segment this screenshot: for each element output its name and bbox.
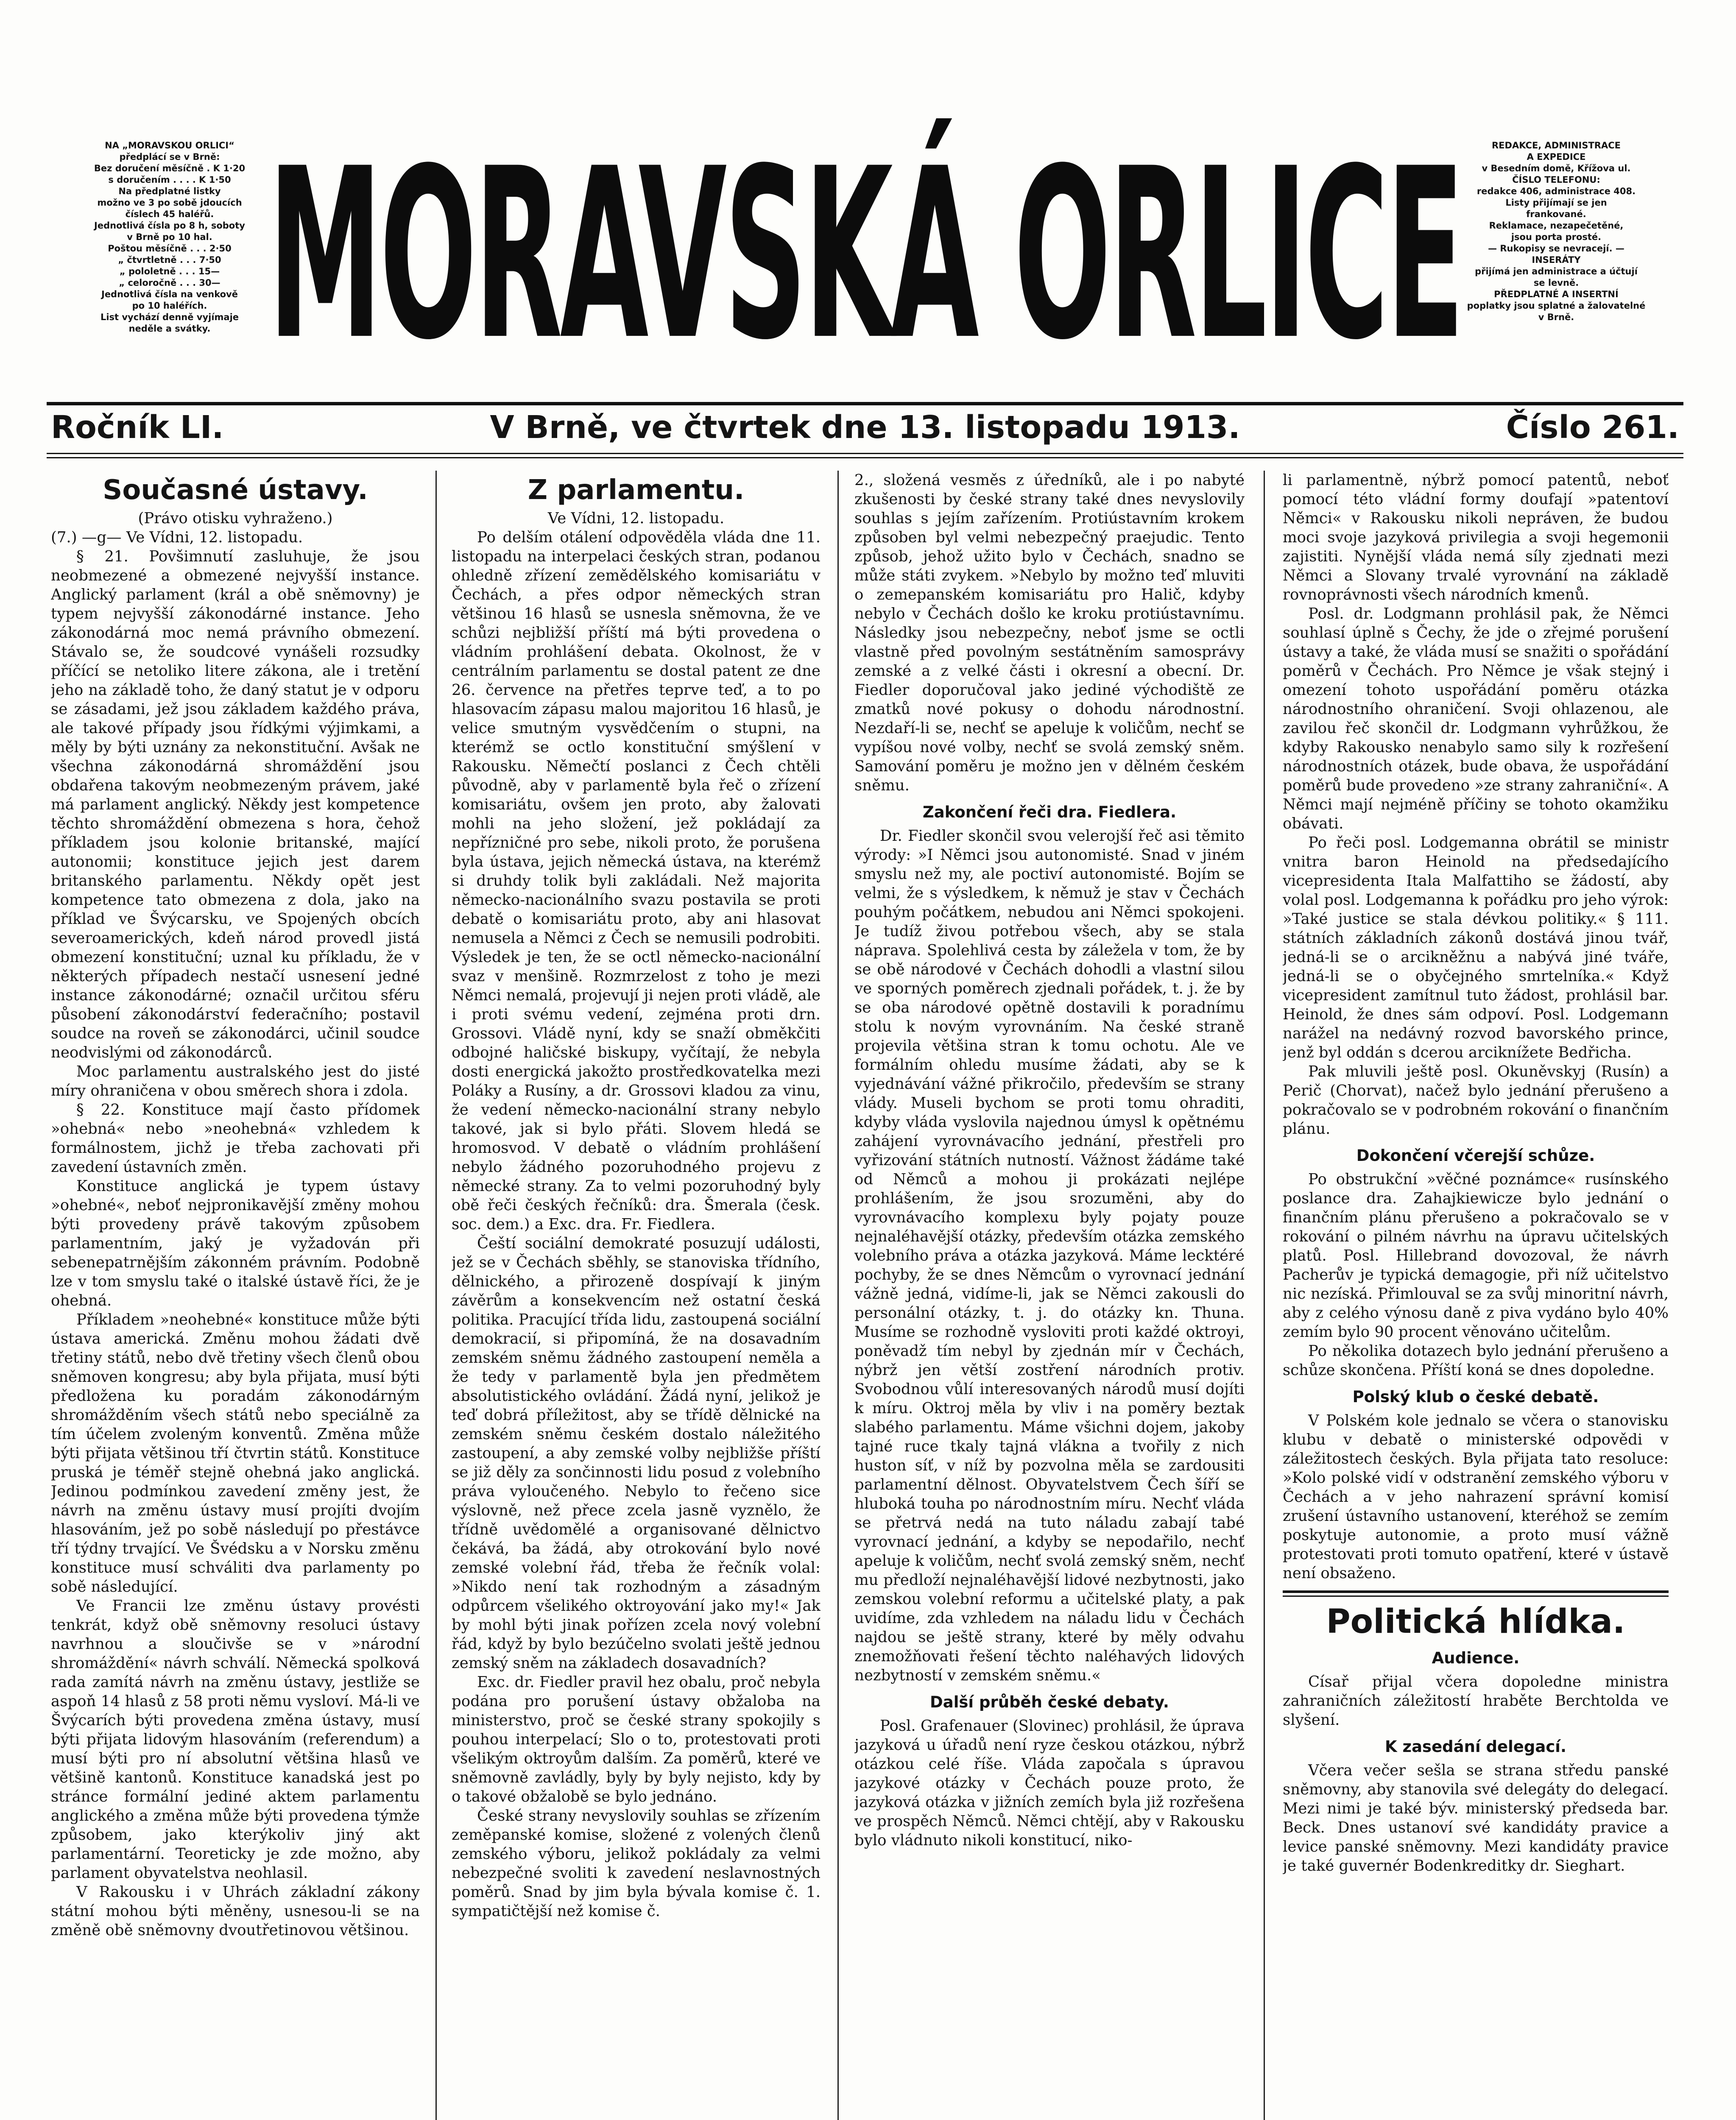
- editorial-info-line: A EXPEDICE: [1527, 152, 1586, 162]
- masthead-rule: [47, 402, 1683, 405]
- subscription-info: [47, 140, 293, 335]
- article-paragraph: Konstituce anglická je typem ústavy »ohebné«, neboť nejpronikavější změny mohou býti provedeny právě takovým způsobem parlamentním, jaký je vyžadován při sebenepatrnějším zákonném právním. Podobně lze v tom smyslu také o italské ústavě říci, že je ohebná.: [51, 1177, 420, 1309]
- article-paragraph: Dr. Fiedler skončil svou velerojší řeč asi těmito výrody: »I Němci jsou autonomisté. Snad v jiném smyslu než my, ale poctiví autonomisté. Bojím se velmi, že s výsledkem, k němuž je stav v Čechách pouhým počátkem, nebudou ani Němci spokojeni. Je tudíž živou potřebou všech, aby se stala náprava. Spolehlivá cesta by záležela v tom, že by se obě národové v Čechách dohodli a vlastní silou ve sporných poměrech zjednali pořádek, t. j. že by se oba národové opětně dostavili k poradnímu stolu k novým vyrovnáním. Na české straně projevila většina stran k tomu ochotu. Ale ve formálním ohledu musíme žádati, aby se k vyjednávání vážné přikročilo, především se strany vlády. Museli bychom se proti tomu ohraditi, kdyby vláda vyslovila najednou úmysl k opětnému zahájení vyrovnávacího jednání, přestřeli pro vyřizování státních nutností. Vážnost žádáme také od Němců a mohou ji prokázati nejlépe prohlášením, že jsou srozuměni, aby do vyrovnávacího komplexu byly pojaty pouze nejnaléhavější otázky, především otázka zemského volebního práva a otázka jazyková. Máme lecktéré pochyby, že se dnes Němcům o vyrovnací jednání vážně jedná, vidíme-li, jak se Němci zakousli do personální otázky, t. j. do otázky kn. Thuna. Musíme se rozhodně vysloviti proti každé oktroyi, poněvadž tím nebyl by zjednán mír v Čechách, nýbrž jen větší zostření národních protiv. Svobodnou vůlí interesovaných národů musí dojíti k míru. Oktroj měla by vliv i na poměry beztak slabého parlamentu. Máme všichni dojem, jakoby tajné ruce tkaly tajná vlákna a tvořily z nich huston síť, v níž by pozvolna měla se zardousiti parlamentní dělnost. Obyvatelstvem Čech šíří se hluboká touha po národnostním míru. Nechť vláda se přetrvá nedá na tuto náladu zabají tabé vyrovnací jednání, a kdyby se nepodařilo, nechť apeluje k voličům, nechť svolá zemský sněm, nechť mu předloží nejnaléhavější lidové nezbytnosti, jako zemskou volební reformu a učitelské platy, a pak uvidíme, zda vzhledem na náladu lidu v Čechách najdou se ještě strany, které by měly odvahu znemožňovati řešení těchto naléhavých lidových nezbytností v zemském sněmu.«: [854, 827, 1245, 1684]
- editorial-info-line: frankované.: [1526, 209, 1586, 219]
- article-subheading: K zasedání delegací.: [1384, 1738, 1566, 1756]
- article-paragraph: Po delším otálení odpověděla vláda dne 11. listopadu na interpelaci českých stran, podanou ohledně zřízení zemědělského komisariátu v Čechách, a přes odpor německých stran většinou 16 hlasů se usnesla sněmovna, že ve schůzi nejbližší příští má býti provedena o vládním prohlášení debata. Okolnost, že v centrálním parlamentu se dostal patent ze dne 26. července na přetřes teprve teď, a to po hlasovacím zápasu malou majoritou 16 hlasů, je velice smutným vysvědčením o stupni, na kterémž se octlo konstituční smýšlení v Rakousku. Němečtí poslanci z Čech chtěli původně, aby v parlamentě byla řeč o zřízení komisariátu, ovšem jen proto, aby žalovati mohli na jeho složení, jež pokládají za nepřízničné pro sebe, nikoli proto, že porušena byla ústava, jejich německá ústava, na kterémž si druhdy tolik byli zakládali. Než majorita německo-nacionálního svazu postavila se proti debatě o komisariátu proto, aby ani hlasovat nemusela a Němci z Čech se nemusili podrobiti. Výsledek je ten, že se octl německo-nacionální svaz v menšině. Rozmrzelost z toho je mezi Němci nemalá, projevují ji nejen proti vládě, ale i proti svému vedení, zejména proti drn. Grossovi. Vládě nyní, kdy se snaží obměkčiti odbojné haličské biskupy, vyčítají, že nebyla dosti energická jakožto prostředkovatelka mezi Poláky a Rusíny, a dr. Grossovi kladou za vinu, že vedení německo-nacionální strany nebylo takové, jak si bylo přáti. Slovem hledá se hromosvod. V debatě o vládním prohlášení nebylo žádného pozoruhodného projevu z německé strany. Za to velmi pozoruhodný byly obě řeči českých řečníků: dra. Šmerala (česk. soc. dem.) a Exc. dra. Fr. Fiedlera.: [452, 529, 821, 1233]
- article-paragraph: Exc. dr. Fiedler pravil hez obalu, proč nebyla podána pro porušení ústavy obžaloba na ministerstvo, proč se české strany spokojily s pouhou interpelací; Slo o to, protestovati proti všelikým oktroyům dalším. Za poměrů, které ve sněmovně zavládly, byly by byly nejisto, kdy by o takové obžalobě se bylo jednáno.: [452, 1674, 821, 1805]
- article-column-3: [854, 471, 1245, 2120]
- article-paragraph: 2., složená vesměs z úředníků, ale i po nabyté zkušenosti by české strany také dnes nevyslovily souhlas s jejím zařízením. Protiústavním krokem způsoben byl velmi nebezpečný praejudic. Tento způsob, jehož užito bylo v Čechách, snadno se může státi zvykem. »Nebylo by možno teď mluviti o zemepanském komisariátu pro Halič, kdyby nebylo v Čechách došlo ke kroku protiústavnímu. Následky jsou nebezpečny, neboť jsme se octli vlastně před povolným sestátněním samosprávy zemské a z velké části i okresní a obecní. Dr. Fiedler doporučoval jako jediné východiště ze zmatků nové pokusy o dohodu národnostní. Nezdaří-li se, nechť se apeluje k voličům, nechť se vypíšou nové volby, nechť se svolá zemský sněm. Samování poměru je možno jen v dělném českém sněmu.: [854, 471, 1245, 794]
- article-column-1: [51, 471, 420, 2120]
- article-paragraph: li parlamentně, nýbrž pomocí patentů, neboť pomocí této vládní formy doufají »patentoví Němci« v Rakousku nikoli nepráven, že budou moci svoje jazyková privilegia a svoji hegemonii zajistiti. Nynější vláda nemá síly zjednati mezi Němci a Slovany trvalé vyrovnání na základě rovnoprávnosti všech národních kmenů.: [1283, 471, 1669, 603]
- article-dateline: Ve Vídni, 12. listopadu.: [547, 510, 725, 527]
- column-separator: [435, 471, 437, 2120]
- article-subheading: Zakončení řeči dra. Fiedlera.: [922, 803, 1177, 821]
- editorial-info-line: v Besedním domě, Křížova ul.: [1482, 163, 1631, 173]
- editorial-info-line: poplatky jsou splatné a žalovatelné: [1467, 301, 1646, 311]
- subscription-info-line: Jednotlivá čísla po 8 h, soboty: [94, 220, 245, 231]
- article-dateline: (7.) —g— Ve Vídni, 12. listopadu.: [51, 529, 303, 546]
- article-paragraph: Včera večer sešla se strana středu panské sněmovny, aby stanovila své delegáty do delegací. Mezi nimi je také býv. ministerský předseda bar. Beck. Dnes ustanoví své kandidáty pravice a levice panské sněmovny. Mezi kandidáty pravice je také guvernér Bodenkreditky dr. Sieghart.: [1283, 1762, 1669, 1875]
- subscription-info-line: možno ve 3 po sobě jdoucích: [97, 198, 242, 208]
- article-column-2: [452, 471, 821, 2120]
- subscription-info-line: neděle a svátky.: [128, 324, 211, 334]
- dateline-rule-bottom: [47, 457, 1683, 458]
- article-subheading: Dokončení včerejší schůze.: [1356, 1146, 1595, 1165]
- subscription-info-line: Poštou měsíčně . . . 2·50: [108, 243, 232, 254]
- column-separator: [837, 471, 839, 2120]
- article-paragraph: Po několika dotazech bylo jednání přerušeno a schůze skončena. Příští koná se dnes dopoledne.: [1283, 1342, 1669, 1379]
- editorial-info-line: přijímá jen administrace a účtují: [1475, 266, 1638, 276]
- dateline-rule-top: [47, 453, 1683, 454]
- article-paragraph: Ve Francii lze změnu ústavy provésti tenkrát, když obě sněmovny resoluci ústavy navrhnou a sloučivše se v »národní shromáždění« návrh schválí. Německá spolková rada zamítá návrh na změnu ústavy, jestliže se aspoň 14 hlasů z 58 proti němu vysloví. Má-li ve Švýcarích býti provedena změna ústavy, musí býti přijata lidovým hlasováním (referendum) a musí býti pro ní absolutní většina hlasů ve většině kantonů. Konstituce kanadská jest po stránce formální jediné aktem parlamentu anglického a změna může býti provedena týmže způsobem, jako kterýkoliv jiný akt parlamentární. Teoreticky je zde možno, aby parlament obyvatelstva neohlasil.: [51, 1597, 420, 1882]
- masthead-title: [268, 117, 1462, 391]
- article-paragraph: Posl. dr. Lodgmann prohlásil pak, že Němci souhlasí úplně s Čechy, že jde o zřejmé porušení ústavy a také, že vláda musí se snažiti o spořádání poměrů v Čechách. Pro Němce je však stejný i omezení tohoto uspořádání poměru otázka národnostního ohraničení. Svoji ohlazenou, ale zavilou řeč skončil dr. Lodgmann vyhrůžkou, že kdyby Rakousko nenabylo samo sily k rozřešení národnostních otázek, bude obava, že uspořádání poměrů bude provedeno »ze strany zahraniční«. A Němci mají nejméně příčiny se tohoto okamžiku obávati.: [1283, 605, 1669, 832]
- issue-number: Číslo 261.: [1506, 409, 1679, 446]
- article-paragraph: České strany nevyslovily souhlas se zřízením zeměpanské komise, složené z volených členů zemského výboru, jelikož pokládaly za velmi nebezpečné svoliti k zavedení neslavnostných poměrů. Snad by jim byla bývala komise č. 1. sympatičtější než komise č.: [452, 1807, 821, 1920]
- editorial-info-line: REDAKCE, ADMINISTRACE: [1492, 140, 1621, 151]
- editorial-info-line: INSERÁTY: [1532, 255, 1581, 265]
- subscription-info-line: předplácí se v Brně:: [119, 152, 220, 162]
- article-column-4: [1283, 471, 1669, 2120]
- article-headline: Současné ústavy.: [103, 474, 368, 506]
- article-note: (Právo otisku vyhraženo.): [138, 510, 333, 527]
- column-separator: [1264, 471, 1265, 2120]
- editorial-info-line: v Brně.: [1538, 312, 1574, 322]
- subscription-info-line: „ celoročně . . . 30—: [119, 278, 220, 288]
- subscription-info-line: „ pololetně . . . 15—: [119, 266, 220, 276]
- editorial-info-line: Listy přijímají se jen: [1505, 198, 1607, 208]
- article-paragraph: V Polském kole jednalo se včera o stanovisku klubu v debatě o ministerské odpovědi v záležitostech českých. Byla přijata tato resoluce: »Kolo polské vidí v odstranění zemského výboru v Čechách a v jeho nahrazení správní komisí zrušení ústavního ustanovení, kteréhož se zemím poskytuje autonomie, a proto musí vážně protestovati proti tomuto opatření, které v ústavě není obsaženo.: [1283, 1412, 1669, 1582]
- subscription-info-line: Jednotlivá čísla na venkově: [101, 289, 238, 299]
- article-paragraph: § 22. Konstituce mají často přídomek »ohebná« nebo »neohebná« vzhledem k formálnostem, jichž je třeba zachovati při zavedení ústavních změn.: [51, 1101, 420, 1176]
- subscription-info-line: s doručením . . . . K 1·50: [108, 175, 231, 185]
- article-paragraph: Císař přijal včera dopoledne ministra zahraničních záležitostí hraběte Berchtolda ve slyšení.: [1283, 1673, 1669, 1729]
- article-subheading: Audience.: [1432, 1649, 1520, 1667]
- article-paragraph: Posl. Grafenauer (Slovinec) prohlásil, že úprava jazyková u úřadů není ryze českou otázkou, nýbrž otázkou celé říše. Vláda započala s úpravou jazykové otázky v Čechách pouze proto, že jazyková otázka v jižních zemích byla již rozřešena ve prospěch Němců. Němci chtějí, aby v Rakousku bylo vládnuto nikoli konstitucí, niko-: [854, 1717, 1245, 1849]
- editorial-info-line: jsou porta prosté.: [1511, 232, 1602, 242]
- issue-date: V Brně, ve čtvrtek dne 13. listopadu 1913.: [490, 409, 1240, 446]
- article-headline: Z parlamentu.: [527, 474, 745, 506]
- section-divider: [1283, 1590, 1669, 1597]
- article-paragraph: Po řeči posl. Lodgemanna obrátil se ministr vnitra baron Heinold na předsedajícího vicepresidenta Itala Malfattiho se žádostí, aby volal posl. Lodgemanna k pořádku pro jeho výrok: »Také justice se stala dévkou politiky.« § 111. státních základních zákonů dostává jinou tvář, jedná-li se o arcikněžnu a nabývá jiné tváře, jedná-li se o obyčejného smrtelníka.« Když vicepresident zamítnul tuto žádost, prohlásil bar. Heinold, že dnes sám odpoví. Posl. Lodgemann narážel na nedávný rozvod bavorského prince, jenž byl oddán s dcerou arciknížete Bedřicha.: [1283, 834, 1669, 1061]
- article-paragraph: § 21. Povšimnutí zasluhuje, že jsou neobmezené a obmezené nejvyšší instance. Anglický parlament (král a obě sněmovny) je typem nejvyšší zákonodárné instance. Jeho zákonodárná moc nemá právního obmezení. Stávalo se, že soudcové vynášeli rozsudky příčící se netoliko litere zákona, ale i tretění jeho na základě toho, že daný statut je v odporu se zásadami, jež jsou základem každého práva, ale takové případy jsou řídkými výjimkami, a měly by býti uznány za nekonstituční. Avšak ne všechna zákonodárná shromáždění jsou obdařena takovým neobmezeným právem, jaké má parlament anglický. Někdy jest kompetence těchto shromáždění obmezena s hora, čehož příkladem jsou kolonie britanské, mající autonomii; konstituce jejich jest darem britanského parlamentu. Někdy opět jest kompetence tato obmezena z dola, jako na příklad ve Švýcarsku, ve Spojených obcích severoamerických, kdeň národ provedl jistá obmezení konstituční; uznal ku příkladu, že v některých případech nestačí usnesení jedné instance zákonodárné; označil určitou sféru působení zákonodárství federačního; postavil soudce na roveň se zákonodárci, učinil soudce neodvislými od zákonodárců.: [51, 548, 420, 1061]
- editorial-info-line: PŘEDPLATNÉ A INSERTNÍ: [1494, 289, 1619, 299]
- editorial-info-line: ČÍSLO TELEFONU:: [1512, 175, 1600, 185]
- editorial-info: [1429, 140, 1683, 323]
- article-paragraph: V Rakousku i v Uhrách základní zákony státní mohou býti měněny, usnesou-li se na změně obě sněmovny dvoutřetinovou většinou.: [51, 1883, 420, 1939]
- article-paragraph: Čeští sociální demokraté posuzují události, jež se v Čechách sběhly, se stanoviska třídního, dělnického, a přirozeně dospívají k jiným závěrům a konsekvencím než ostatní česká politika. Pracující třída lidu, zastoupená sociální demokracií, si připomíná, že na dosavadním zemském sněmu žádného zastoupení neměla a že tedy v parlamentě byla jen předmětem absolutistického ovládání. Žádá nyní, jelikož je teď dobrá příležitost, aby se třídě dělnické na zemském sněmu českém dostalo náležitého zastoupení, a aby zemské volby nejbližše příští se již děly za sončinnosti lidu posud z volebního práva vyloučeného. Nebylo to řečeno sice výslovně, než přece zcela jasně vyznělo, že třídně uvědomělé a organisované dělnictvo čekává, ba žádá, aby otrokování bylo nové zemské volební řád, třeba že řečník volal: »Nikdo není tak rozhodným a zásadným odpůrcem všelikého oktroyování jako my!« Jak by mohl býti jinak pořízen zcela nový volební řád, když by bylo bezúčelno svolati ještě jednou zemský sněm na základech dosavadních?: [452, 1235, 821, 1672]
- subscription-info-line: Bez doručení měsíčně . K 1·20: [94, 163, 246, 173]
- subscription-info-line: Na předplatné listky: [118, 186, 221, 196]
- article-paragraph: Moc parlamentu australského jest do jisté míry ohraničena v obou směrech shora i zdola.: [51, 1063, 420, 1099]
- subscription-info-line: „ čtvrtletně . . . 7·50: [118, 255, 221, 265]
- newspaper-title: MORAVSKÁ ORLICE: [268, 117, 1462, 391]
- editorial-info-line: — Rukopisy se nevracejí. —: [1488, 243, 1624, 254]
- masthead: [47, 117, 1683, 403]
- subscription-info-line: číslech 45 haléřů.: [125, 209, 214, 219]
- subscription-info-line: NA „MORAVSKOU ORLICI“: [105, 140, 234, 151]
- editorial-info-line: redakce 406, administrace 408.: [1476, 186, 1636, 196]
- article-paragraph: Pak mluvili ještě posl. Okuněvskyj (Rusín) a Perič (Chorvat), načež bylo jednání přerušeno a pokračovalo se v podrobném rokování o finančním plánu.: [1283, 1063, 1669, 1138]
- editorial-info-line: Reklamace, nezapečetěné,: [1489, 220, 1624, 231]
- article-subheading: Polský klub o české debatě.: [1352, 1388, 1599, 1406]
- section-headline: Politická hlídka.: [1326, 1603, 1625, 1641]
- article-paragraph: Příkladem »neohebné« konstituce může býti ústava americká. Změnu mohou žádati dvě třetiny států, nebo dvě třetiny všech členů obou sněmoven kongresu; aby byla přijata, musí býti předložena ku poradám zákonodárným shromážděním všech států nebo speciálně za tím účelem zvoleným konventů. Změna může býti přijata většinou tří čtvrtin států. Konstituce pruská je téměř stejně ohebná jako anglická. Jedinou podmínkou zavedení změny jest, že návrh na změnu ústavy musí projíti dvojím hlasováním, jež po sobě následují po přestávce tří týdny trvající. Ve Švédsku a v Norsku změnu konstituce musí schváliti dva parlamenty po sobě následující.: [51, 1311, 420, 1596]
- article-paragraph: Po obstrukční »věčné poznámce« rusínského poslance dra. Zahajkiewicze bylo jednání o finančním plánu přerušeno a pokračovalo se v rokování o pilném návrhu na úpravu učitelských platů. Posl. Hillebrand dovozoval, že návrh Pacherův je typická demagogie, při níž učitelstvo nic nezíská. Přimlouval se za svůj minoritní návrh, aby z celého výnosu daně z piva vydáno bylo 40% zemím bylo 90 procent věnováno učitelům.: [1283, 1171, 1669, 1341]
- volume-label: Ročník LI.: [51, 409, 224, 446]
- subscription-info-line: v Brně po 10 hal.: [127, 232, 212, 242]
- dateline: [51, 409, 1679, 447]
- subscription-info-line: po 10 haléřích.: [132, 301, 207, 311]
- editorial-info-line: se levně.: [1533, 278, 1579, 288]
- subscription-info-line: List vychází denně vyjímaje: [100, 312, 239, 322]
- article-subheading: Další průběh české debaty.: [930, 1693, 1169, 1711]
